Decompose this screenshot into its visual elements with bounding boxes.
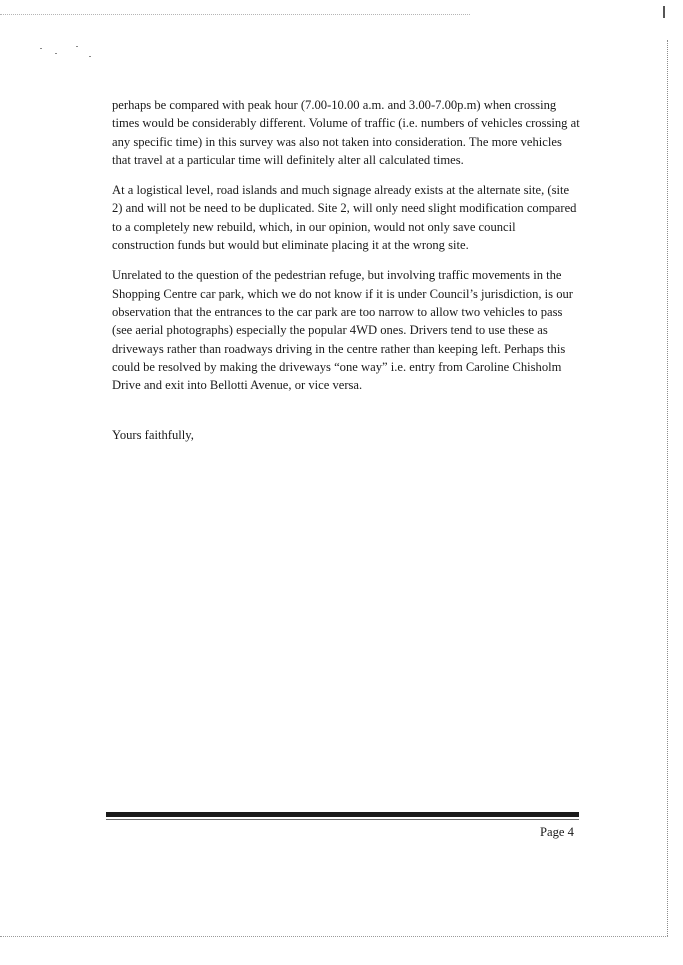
text-line: construction funds but would but eliminate placing it at the wrong site. bbox=[112, 238, 469, 253]
text-line: Drive and exit into Bellotti Avenue, or vice versa. bbox=[112, 378, 363, 393]
scan-speck bbox=[55, 53, 57, 54]
scan-edge-top bbox=[0, 14, 470, 15]
page-number: Page 4 bbox=[540, 825, 574, 839]
scan-speck bbox=[40, 48, 42, 49]
footer-rule-shadow bbox=[106, 819, 579, 820]
scan-speck bbox=[89, 56, 91, 57]
text-line: that travel at a particular time will definitely alter all calculated times. bbox=[112, 152, 464, 167]
text-line: driveways rather than roadways driving in the centre rather than keeping left. Perhaps this bbox=[112, 341, 566, 356]
text-line: times would be considerably different. Volume of traffic (i.e. numbers of vehicles crossing at bbox=[112, 116, 580, 131]
text-line: (see aerial photographs) especially the popular 4WD ones. Drivers tend to use these as bbox=[112, 323, 548, 338]
text-line: perhaps be compared with peak hour (7.00-10.00 a.m. and 3.00-7.00p.m) when crossing bbox=[112, 98, 557, 112]
scan-speck bbox=[76, 46, 78, 47]
text-line: observation that the entrances to the car park are too narrow to allow two vehicles to pass bbox=[112, 304, 563, 319]
closing-salutation: Yours faithfully, bbox=[112, 428, 194, 442]
text-line: 2) and will not be need to be duplicated. Site 2, will only need slight modification compared bbox=[112, 201, 577, 216]
text-line: any specific time) in this survey was also not taken into consideration. The more vehicles bbox=[112, 134, 562, 149]
paragraph-logistical-level bbox=[112, 181, 582, 254]
text-line: At a logistical level, road islands and much signage already exists at the alternate site, (site bbox=[112, 183, 570, 198]
text-line: to a completely new rebuild, which, in our opinion, would not only save council bbox=[112, 219, 516, 234]
footer-rule bbox=[106, 812, 579, 817]
paragraph-peak-hour bbox=[112, 96, 582, 169]
text-line: Unrelated to the question of the pedestrian refuge, but involving traffic movements in the bbox=[112, 268, 562, 283]
text-line: Shopping Centre car park, which we do not know if it is under Council’s jurisdiction, is our bbox=[112, 286, 574, 301]
text-line: could be resolved by making the driveways “one way” i.e. entry from Caroline Chisholm bbox=[112, 359, 562, 374]
paragraph-car-park bbox=[112, 266, 582, 394]
scan-mark bbox=[663, 6, 665, 18]
scan-edge-bottom bbox=[0, 936, 668, 937]
scan-edge-right bbox=[667, 40, 668, 936]
letter-body bbox=[112, 96, 582, 406]
